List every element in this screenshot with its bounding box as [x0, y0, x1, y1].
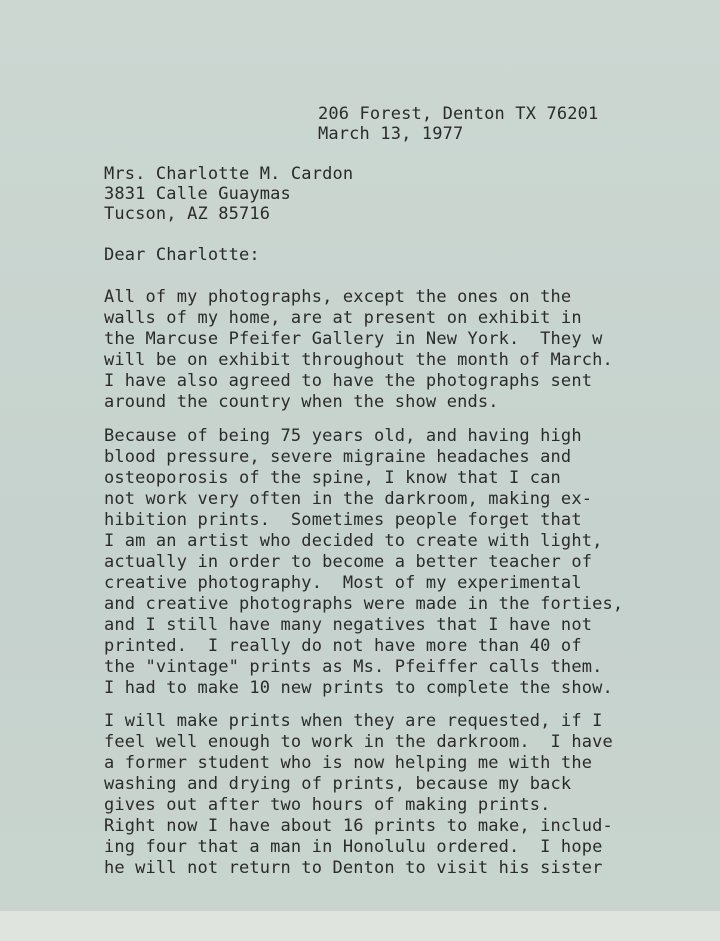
paragraph-line: I have also agreed to have the photographs sent	[104, 371, 593, 391]
sender-address: 206 Forest, Denton TX 76201	[318, 104, 599, 124]
paragraph-line: and I still have many negatives that I have not	[104, 615, 593, 635]
paragraph-line: hibition prints. Sometimes people forget that	[104, 510, 582, 530]
paragraph-line: the "vintage" prints as Ms. Pfeiffer calls them.	[104, 657, 603, 677]
paragraph-line: feel well enough to work in the darkroom. I have	[104, 732, 613, 752]
paragraph-line: I will make prints when they are requested, if I	[104, 711, 603, 731]
paragraph-line: he will not return to Denton to visit his sister	[104, 858, 603, 878]
paragraph-line: will be on exhibit throughout the month of March.	[104, 350, 613, 370]
paragraph-line: gives out after two hours of making prints.	[104, 795, 551, 815]
paragraph-line: All of my photographs, except the ones on the	[104, 287, 572, 307]
paragraph-line: printed. I really do not have more than 40 of	[104, 636, 582, 656]
paragraph-line: actually in order to become a better teacher of	[104, 552, 593, 572]
paragraph-line: Right now I have about 16 prints to make, includ-	[104, 816, 613, 836]
letter-date: March 13, 1977	[318, 124, 464, 144]
paragraph-line: I had to make 10 new prints to complete the show.	[104, 678, 613, 698]
paragraph-line: creative photography. Most of my experimental	[104, 573, 582, 593]
paragraph-line: not work very often in the darkroom, making ex-	[104, 489, 593, 509]
recipient-street: 3831 Calle Guaymas	[104, 184, 291, 204]
recipient-city: Tucson, AZ 85716	[104, 204, 271, 224]
paragraph-line: around the country when the show ends.	[104, 392, 499, 412]
paragraph-line: I am an artist who decided to create with light,	[104, 531, 603, 551]
recipient-name: Mrs. Charlotte M. Cardon	[104, 164, 354, 184]
paragraph-line: washing and drying of prints, because my back	[104, 774, 572, 794]
paragraph-line: walls of my home, are at present on exhibit in	[104, 308, 582, 328]
salutation: Dear Charlotte:	[104, 245, 260, 265]
paragraph-line: ing four that a man in Honolulu ordered. I hope	[104, 837, 603, 857]
paragraph-line: the Marcuse Pfeifer Gallery in New York. They w	[104, 329, 603, 349]
paragraph-line: osteoporosis of the spine, I know that I can	[104, 468, 561, 488]
paragraph-line: and creative photographs were made in the forties,	[104, 594, 624, 614]
paragraph-line: blood pressure, severe migraine headaches and	[104, 447, 572, 467]
paragraph-line: a former student who is now helping me with the	[104, 753, 593, 773]
paragraph-line: Because of being 75 years old, and having high	[104, 426, 582, 446]
